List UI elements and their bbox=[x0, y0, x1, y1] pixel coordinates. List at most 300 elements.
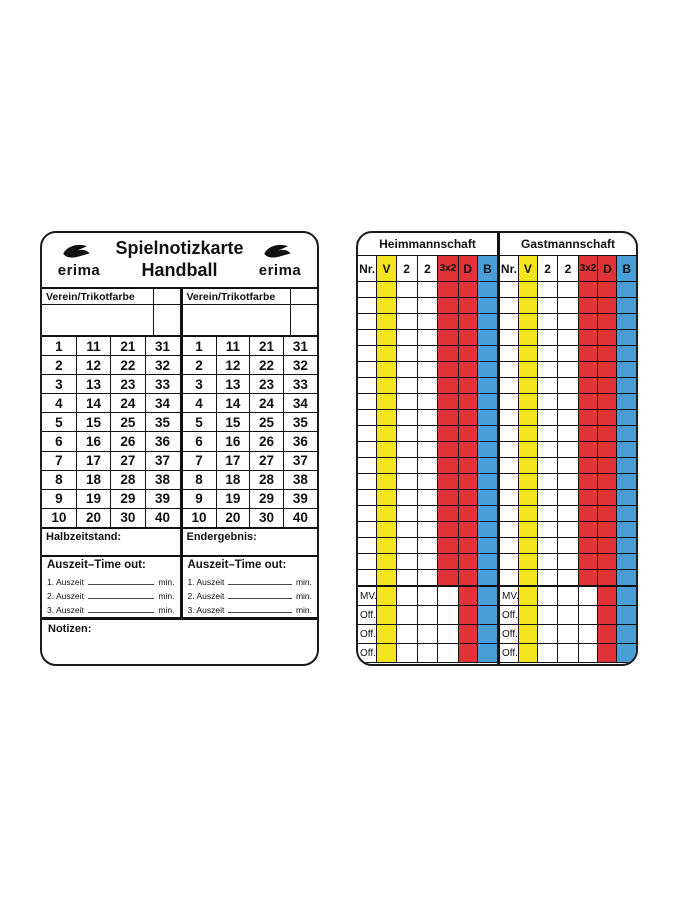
goal-number-cell: 5 bbox=[42, 413, 76, 432]
player-penalty-row bbox=[500, 282, 636, 298]
column-header-v: V bbox=[377, 256, 396, 282]
penalty-cell bbox=[578, 606, 598, 625]
player-penalty-row bbox=[358, 394, 497, 410]
goal-number-cell: 23 bbox=[250, 375, 284, 394]
penalty-cell bbox=[458, 522, 477, 538]
penalty-cell bbox=[518, 426, 537, 442]
penalty-cell bbox=[417, 554, 438, 570]
penalty-cell bbox=[477, 378, 497, 394]
penalty-cell bbox=[578, 410, 598, 426]
penalty-cell bbox=[458, 474, 477, 490]
player-penalty-row bbox=[358, 474, 497, 490]
timeout-min-label: min. bbox=[158, 577, 175, 587]
penalty-cell bbox=[617, 606, 636, 625]
penalty-cell bbox=[598, 410, 617, 426]
penalty-cell bbox=[396, 426, 417, 442]
penalty-cell bbox=[578, 314, 598, 330]
goal-number-cell: 27 bbox=[111, 451, 145, 470]
verein-color-box bbox=[290, 305, 317, 335]
column-header-2: 2 bbox=[396, 256, 417, 282]
penalty-cell bbox=[438, 458, 458, 474]
penalty-cell bbox=[396, 362, 417, 378]
guest-team-half bbox=[497, 233, 636, 664]
penalty-cell bbox=[438, 314, 458, 330]
penalty-cell bbox=[396, 410, 417, 426]
penalty-cell bbox=[598, 378, 617, 394]
penalty-cell bbox=[518, 490, 537, 506]
penalty-cell bbox=[377, 378, 396, 394]
penalty-cell bbox=[477, 410, 497, 426]
spielnotizkarte-card bbox=[40, 231, 319, 666]
number-row bbox=[42, 413, 180, 432]
player-penalty-row bbox=[500, 474, 636, 490]
penalty-cell bbox=[417, 644, 438, 663]
goal-number-cell: 15 bbox=[76, 413, 110, 432]
penalty-cell bbox=[518, 282, 537, 298]
penalty-cell bbox=[537, 644, 557, 663]
halftime-score-field: Halbzeitstand: bbox=[42, 527, 180, 555]
goal-number-cell: 18 bbox=[216, 470, 250, 489]
number-row bbox=[42, 451, 180, 470]
home-team-half bbox=[358, 233, 497, 664]
player-penalty-row bbox=[500, 538, 636, 554]
penalty-cell bbox=[578, 442, 598, 458]
verein-header-row bbox=[183, 289, 318, 305]
penalty-cell bbox=[396, 314, 417, 330]
penalty-cell bbox=[617, 362, 636, 378]
penalty-cell bbox=[358, 426, 377, 442]
goal-number-cell: 19 bbox=[76, 489, 110, 508]
penalty-cell bbox=[377, 282, 396, 298]
goal-number-cell: 20 bbox=[76, 508, 110, 527]
player-penalty-row bbox=[500, 506, 636, 522]
goal-number-cell: 28 bbox=[111, 470, 145, 489]
penalty-cell bbox=[558, 378, 578, 394]
card-title bbox=[115, 238, 243, 281]
penalty-cell bbox=[537, 330, 557, 346]
goal-number-cell: 12 bbox=[76, 356, 110, 375]
penalty-cell bbox=[417, 314, 438, 330]
penalty-cell bbox=[578, 426, 598, 442]
penalty-cell bbox=[598, 458, 617, 474]
penalty-cell bbox=[477, 458, 497, 474]
timeout-row-label: 2. Auszeit bbox=[47, 591, 84, 601]
penalty-cell bbox=[598, 314, 617, 330]
column-header-3x2: 3x2 bbox=[438, 256, 458, 282]
penalty-cell bbox=[617, 625, 636, 644]
goal-number-cell: 35 bbox=[283, 413, 317, 432]
penalty-cell bbox=[598, 522, 617, 538]
penalty-cell bbox=[377, 554, 396, 570]
penalty-cell bbox=[500, 330, 518, 346]
penalty-cell bbox=[518, 586, 537, 606]
penalty-cell bbox=[396, 625, 417, 644]
penalty-cell bbox=[377, 538, 396, 554]
penalty-cell bbox=[500, 570, 518, 587]
timeout-write-line bbox=[88, 584, 155, 585]
penalty-cell bbox=[558, 330, 578, 346]
card-body bbox=[42, 289, 317, 617]
penalty-cell bbox=[518, 346, 537, 362]
penalty-cell bbox=[438, 378, 458, 394]
penalty-cell bbox=[598, 442, 617, 458]
player-penalty-row bbox=[358, 378, 497, 394]
penalty-cell bbox=[518, 330, 537, 346]
number-row bbox=[183, 375, 318, 394]
penalty-cell bbox=[598, 538, 617, 554]
penalty-cell bbox=[500, 298, 518, 314]
penalty-cell bbox=[558, 522, 578, 538]
penalty-cell bbox=[598, 394, 617, 410]
goal-number-cell: 31 bbox=[283, 337, 317, 356]
goal-number-cell: 11 bbox=[76, 337, 110, 356]
penalty-cell bbox=[396, 490, 417, 506]
penalty-cell bbox=[537, 586, 557, 606]
guest-team-header: Gastmannschaft bbox=[500, 233, 636, 256]
penalty-cell bbox=[558, 282, 578, 298]
penalty-cell bbox=[500, 554, 518, 570]
penalty-cell bbox=[477, 625, 497, 644]
goal-number-cell: 1 bbox=[42, 337, 76, 356]
number-row bbox=[42, 375, 180, 394]
goal-number-grid bbox=[42, 337, 180, 527]
penalty-cell bbox=[518, 378, 537, 394]
penalty-cell bbox=[598, 346, 617, 362]
card-header bbox=[42, 233, 317, 289]
goal-number-cell: 30 bbox=[250, 508, 284, 527]
verein-entry-row bbox=[183, 305, 318, 337]
player-penalty-row bbox=[358, 442, 497, 458]
penalty-cell bbox=[377, 362, 396, 378]
penalty-cell bbox=[458, 394, 477, 410]
penalty-cell bbox=[477, 314, 497, 330]
player-penalty-row bbox=[358, 506, 497, 522]
penalty-cell bbox=[500, 362, 518, 378]
penalty-cell bbox=[598, 298, 617, 314]
goal-number-cell: 26 bbox=[111, 432, 145, 451]
penalty-cell bbox=[438, 410, 458, 426]
number-row bbox=[42, 356, 180, 375]
erima-wing-icon bbox=[260, 243, 300, 264]
penalty-cell bbox=[558, 538, 578, 554]
goal-number-cell: 10 bbox=[42, 508, 76, 527]
penalty-cell bbox=[518, 394, 537, 410]
column-header-v: V bbox=[518, 256, 537, 282]
penalty-cell bbox=[438, 282, 458, 298]
penalty-cell bbox=[537, 314, 557, 330]
penalty-cell bbox=[477, 606, 497, 625]
number-row bbox=[42, 489, 180, 508]
penalty-cell bbox=[617, 346, 636, 362]
number-row bbox=[183, 470, 318, 489]
penalty-cell bbox=[417, 522, 438, 538]
number-row bbox=[183, 489, 318, 508]
penalty-cell bbox=[477, 538, 497, 554]
goal-number-cell: 6 bbox=[42, 432, 76, 451]
penalty-cell bbox=[358, 538, 377, 554]
penalty-cell bbox=[396, 522, 417, 538]
penalty-cell bbox=[458, 625, 477, 644]
penalty-cell bbox=[358, 458, 377, 474]
card-title-line1: Spielnotizkarte bbox=[115, 238, 244, 259]
penalty-cell bbox=[617, 442, 636, 458]
penalty-cell bbox=[518, 506, 537, 522]
penalty-cell bbox=[477, 346, 497, 362]
penalty-cell bbox=[617, 378, 636, 394]
penalty-cell bbox=[458, 586, 477, 606]
penalty-cell bbox=[598, 644, 617, 663]
goal-number-cell: 26 bbox=[250, 432, 284, 451]
penalty-cell bbox=[396, 644, 417, 663]
penalty-cell bbox=[396, 506, 417, 522]
penalty-cell bbox=[358, 410, 377, 426]
penalty-cell bbox=[518, 522, 537, 538]
penalty-cell bbox=[578, 362, 598, 378]
penalty-cell bbox=[598, 426, 617, 442]
penalty-cell bbox=[458, 538, 477, 554]
penalty-cell bbox=[477, 586, 497, 606]
column-header-2: 2 bbox=[558, 256, 578, 282]
goal-number-cell: 3 bbox=[42, 375, 76, 394]
penalty-cell bbox=[458, 378, 477, 394]
penalty-cell bbox=[438, 586, 458, 606]
goal-number-cell: 30 bbox=[111, 508, 145, 527]
penalty-cell bbox=[518, 625, 537, 644]
column-header-3x2: 3x2 bbox=[578, 256, 598, 282]
penalty-cell bbox=[417, 586, 438, 606]
penalty-cell bbox=[396, 378, 417, 394]
penalty-cell bbox=[558, 410, 578, 426]
penalty-cell bbox=[500, 538, 518, 554]
goal-number-cell: 13 bbox=[216, 375, 250, 394]
penalty-cell bbox=[578, 474, 598, 490]
penalty-cell bbox=[458, 570, 477, 587]
penalty-cell bbox=[438, 538, 458, 554]
penalty-cell bbox=[500, 410, 518, 426]
timeout-row bbox=[47, 587, 175, 601]
score-half-left bbox=[42, 289, 180, 617]
goal-number-cell: 29 bbox=[111, 489, 145, 508]
goal-number-cell: 6 bbox=[183, 432, 217, 451]
penalty-cell bbox=[477, 554, 497, 570]
penalty-cell bbox=[377, 606, 396, 625]
penalty-cell bbox=[578, 554, 598, 570]
goal-number-cell: 37 bbox=[283, 451, 317, 470]
penalty-cell bbox=[417, 570, 438, 587]
penalty-cell bbox=[438, 298, 458, 314]
goal-number-cell: 17 bbox=[216, 451, 250, 470]
penalty-cell bbox=[537, 570, 557, 587]
timeout-title: Auszeit–Time out: bbox=[187, 559, 287, 571]
timeout-write-line bbox=[228, 612, 292, 613]
erima-wordmark: erima bbox=[57, 261, 101, 279]
timeout-row-label: 1. Auszeit bbox=[187, 577, 225, 587]
erima-wing-icon bbox=[59, 243, 99, 264]
penalty-cell bbox=[518, 298, 537, 314]
goal-number-cell: 39 bbox=[283, 489, 317, 508]
timeout-row-label: 3. Auszeit bbox=[187, 605, 225, 615]
penalty-cell bbox=[578, 282, 598, 298]
penalty-cell bbox=[518, 442, 537, 458]
penalty-cell bbox=[377, 570, 396, 587]
penalty-cell bbox=[500, 426, 518, 442]
penalty-cell bbox=[617, 570, 636, 587]
penalty-cell bbox=[578, 378, 598, 394]
penalty-cell bbox=[477, 330, 497, 346]
verein-color-box bbox=[290, 289, 317, 304]
penalty-cell bbox=[500, 282, 518, 298]
penalty-cell bbox=[617, 474, 636, 490]
penalty-cell bbox=[477, 644, 497, 663]
penalty-cell bbox=[417, 330, 438, 346]
player-penalty-row bbox=[500, 490, 636, 506]
penalty-cell bbox=[396, 538, 417, 554]
penalty-cell bbox=[417, 378, 438, 394]
penalty-cell bbox=[438, 346, 458, 362]
penalty-cell bbox=[500, 394, 518, 410]
official-row-label: MV. bbox=[500, 586, 518, 606]
penalty-cell bbox=[458, 330, 477, 346]
player-penalty-row bbox=[500, 298, 636, 314]
penalty-cell bbox=[598, 586, 617, 606]
penalty-cell bbox=[500, 314, 518, 330]
penalty-cell bbox=[377, 458, 396, 474]
penalty-cell bbox=[358, 570, 377, 587]
penalty-cell bbox=[578, 346, 598, 362]
official-row-label: MV. bbox=[358, 586, 377, 606]
player-penalty-row bbox=[500, 458, 636, 474]
penalty-cell bbox=[417, 426, 438, 442]
goal-number-cell: 13 bbox=[76, 375, 110, 394]
penalty-cell bbox=[537, 625, 557, 644]
player-penalty-row bbox=[500, 362, 636, 378]
goal-number-cell: 15 bbox=[216, 413, 250, 432]
penalty-cell bbox=[500, 474, 518, 490]
timeout-min-label: min. bbox=[295, 591, 312, 601]
number-row bbox=[183, 394, 318, 413]
goal-number-grid bbox=[183, 337, 318, 527]
notes-field: Notizen: bbox=[42, 617, 317, 664]
penalty-cell bbox=[617, 394, 636, 410]
penalty-cell bbox=[477, 394, 497, 410]
timeout-title: Auszeit–Time out: bbox=[47, 559, 146, 571]
player-penalty-row bbox=[358, 426, 497, 442]
goal-number-cell: 3 bbox=[183, 375, 217, 394]
goal-number-cell: 8 bbox=[42, 470, 76, 489]
official-penalty-row bbox=[500, 625, 636, 644]
goal-number-cell: 24 bbox=[111, 394, 145, 413]
penalty-cell bbox=[518, 606, 537, 625]
timeout-min-label: min. bbox=[158, 591, 175, 601]
penalty-cell bbox=[477, 282, 497, 298]
penalty-cell bbox=[377, 506, 396, 522]
penalty-cell bbox=[598, 362, 617, 378]
penalty-cell bbox=[500, 378, 518, 394]
goal-number-cell: 14 bbox=[76, 394, 110, 413]
official-row-label: Off. bbox=[358, 606, 377, 625]
penalty-cell bbox=[396, 458, 417, 474]
penalty-cell bbox=[396, 474, 417, 490]
goal-number-cell: 12 bbox=[216, 356, 250, 375]
goal-number-cell: 19 bbox=[216, 489, 250, 508]
penalty-header-row bbox=[358, 256, 497, 282]
penalty-grid-guest bbox=[500, 256, 636, 663]
timeout-section bbox=[183, 555, 318, 617]
penalty-cell bbox=[598, 554, 617, 570]
penalty-cell bbox=[417, 490, 438, 506]
penalty-cell bbox=[396, 298, 417, 314]
column-header-b: B bbox=[617, 256, 636, 282]
penalty-cell bbox=[558, 362, 578, 378]
penalty-cell bbox=[617, 522, 636, 538]
player-penalty-row bbox=[358, 330, 497, 346]
goal-number-cell: 31 bbox=[145, 337, 179, 356]
penalty-cell bbox=[458, 606, 477, 625]
penalty-cell bbox=[377, 394, 396, 410]
penalty-cell bbox=[458, 346, 477, 362]
penalty-cell bbox=[358, 490, 377, 506]
goal-number-cell: 34 bbox=[145, 394, 179, 413]
official-penalty-row bbox=[500, 606, 636, 625]
goal-number-cell: 40 bbox=[145, 508, 179, 527]
penalty-cell bbox=[417, 458, 438, 474]
penalty-cell bbox=[396, 330, 417, 346]
penalty-cell bbox=[500, 346, 518, 362]
penalty-cell bbox=[537, 282, 557, 298]
penalty-cell bbox=[537, 554, 557, 570]
timeout-row bbox=[188, 573, 313, 587]
goal-number-cell: 36 bbox=[145, 432, 179, 451]
player-penalty-row bbox=[500, 554, 636, 570]
penalty-cell bbox=[358, 282, 377, 298]
penalty-cell bbox=[358, 394, 377, 410]
goal-number-cell: 32 bbox=[283, 356, 317, 375]
goal-number-cell: 4 bbox=[183, 394, 217, 413]
goal-number-cell: 7 bbox=[42, 451, 76, 470]
number-row bbox=[183, 413, 318, 432]
penalty-cell bbox=[458, 458, 477, 474]
penalty-cell bbox=[537, 506, 557, 522]
penalty-cell bbox=[558, 314, 578, 330]
penalty-cell bbox=[617, 314, 636, 330]
penalty-cell bbox=[558, 346, 578, 362]
number-row bbox=[183, 432, 318, 451]
penalty-cell bbox=[617, 458, 636, 474]
column-header-d: D bbox=[458, 256, 477, 282]
timeout-row bbox=[188, 601, 313, 615]
penalty-cell bbox=[537, 522, 557, 538]
penalty-cell bbox=[438, 522, 458, 538]
penalty-cell bbox=[617, 538, 636, 554]
column-header-d: D bbox=[598, 256, 617, 282]
penalty-cell bbox=[598, 625, 617, 644]
penalty-cell bbox=[438, 442, 458, 458]
penalty-cell bbox=[417, 362, 438, 378]
penalty-cell bbox=[438, 625, 458, 644]
goal-number-cell: 32 bbox=[145, 356, 179, 375]
penalty-cell bbox=[417, 606, 438, 625]
penalty-cell bbox=[458, 426, 477, 442]
penalty-cell bbox=[617, 426, 636, 442]
penalty-cell bbox=[358, 474, 377, 490]
goal-number-cell: 10 bbox=[183, 508, 217, 527]
penalty-cell bbox=[558, 625, 578, 644]
goal-number-cell: 9 bbox=[183, 489, 217, 508]
penalty-cell bbox=[558, 490, 578, 506]
penalty-cell bbox=[598, 490, 617, 506]
timeout-row bbox=[47, 573, 175, 587]
goal-number-cell: 9 bbox=[42, 489, 76, 508]
